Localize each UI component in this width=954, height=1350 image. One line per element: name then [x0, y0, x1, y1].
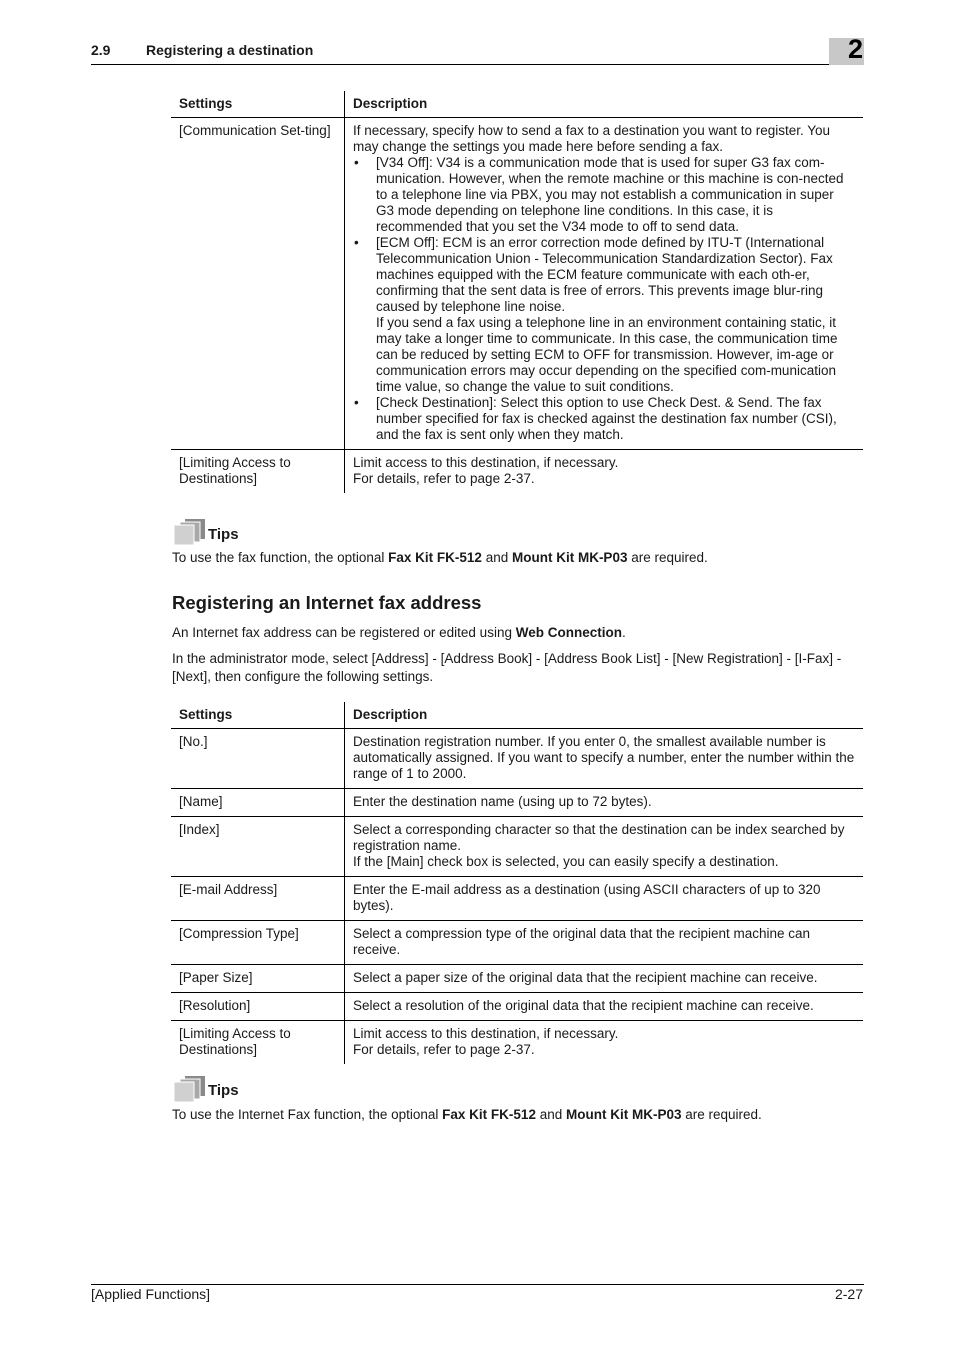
tips-label: Tips [208, 526, 239, 543]
intro-paragraph [172, 624, 626, 642]
fax-kit-name: Fax Kit FK-512 [442, 1107, 536, 1122]
list-item-note: If you send a fax using a telephone line in an environment containing static, it may take a longer time to communicate. In this case, the communication time can be reduced by setting ECM to OFF for transmission. However, im-age or communication errors may occur depending on the specified com-munication time value, so change the value to suit conditions. [376, 315, 838, 394]
description-line: If the [Main] check box is selected, you can easily specify a destination. [353, 854, 779, 869]
description-line: Select a corresponding character so that the destination can be index searched by registration name. [353, 822, 845, 853]
footer-rule [91, 1284, 864, 1285]
internet-fax-settings-table [171, 702, 863, 1064]
list-item: • [V34 Off]: V34 is a communication mode that is used for super G3 fax com-munication. However, when the remote machine or this machine is con-nected to a telephone line via PBX, you may not establish a communication in super G3 mode depending on telephone line conditions. In this case, it is recommended that you set the V34 mode to off to send data. [376, 155, 855, 235]
setting-name: [No.] [171, 729, 345, 789]
tips-label: Tips [208, 1082, 239, 1099]
table-row [171, 877, 863, 921]
bullet-list [353, 155, 855, 443]
footer-manual-title: [Applied Functions] [91, 1286, 211, 1302]
setting-description [345, 1021, 864, 1065]
setting-description: Enter the E-mail address as a destination (using ASCII characters of up to 320 bytes). [345, 877, 864, 921]
setting-name: [Limiting Access to Destinations] [171, 1021, 345, 1065]
paragraph-text: An Internet fax address can be registered or edited using [172, 625, 516, 640]
setting-name: [Name] [171, 789, 345, 817]
column-header-settings: Settings [171, 91, 345, 118]
description-line: Limit access to this destination, if necessary. [353, 1026, 619, 1041]
column-header-settings: Settings [171, 702, 345, 729]
section-title: Registering a destination [146, 42, 314, 58]
chapter-number: 2 [848, 34, 864, 64]
tips-text [172, 549, 708, 567]
column-header-description: Description [345, 91, 864, 118]
table-row [171, 729, 863, 789]
setting-name: [Resolution] [171, 993, 345, 1021]
setting-name: [Compression Type] [171, 921, 345, 965]
tips-icon [173, 518, 206, 546]
web-connection-term: Web Connection [515, 625, 622, 640]
column-header-description: Description [345, 702, 864, 729]
table-row [171, 993, 863, 1021]
fax-kit-name: Fax Kit FK-512 [388, 550, 482, 565]
list-item [376, 235, 855, 395]
description-line: For details, refer to page 2-37. [353, 471, 535, 486]
setting-description: Select a resolution of the original data that the recipient machine can receive. [345, 993, 864, 1021]
tips-text-part: To use the Internet Fax function, the optional [172, 1107, 443, 1122]
tips-text-part: are required. [627, 550, 708, 565]
page-number: 2-27 [834, 1286, 863, 1302]
tips-icon [173, 1075, 206, 1103]
paragraph-text: . [621, 625, 626, 640]
header-rule [91, 64, 864, 65]
setting-name: [Paper Size] [171, 965, 345, 993]
setting-description [345, 118, 864, 450]
description-intro: If necessary, specify how to send a fax to a destination you want to register. You may change the settings you made here before sending a fax. [353, 123, 831, 154]
table-row [171, 118, 863, 450]
setting-description [345, 817, 864, 877]
setting-description [345, 450, 864, 494]
setting-name: [E-mail Address] [171, 877, 345, 921]
mount-kit-name: Mount Kit MK-P03 [565, 1107, 682, 1122]
table-row [171, 789, 863, 817]
table-row [171, 1021, 863, 1065]
list-item: • [Check Destination]: Select this option to use Check Dest. & Send. The fax number specified for fax is checked against the destination fax number (CSI), and the fax is sent only when they match. [376, 395, 855, 443]
setting-description: Destination registration number. If you enter 0, the smallest available number is automatically assigned. If you want to specify a number, enter the number within the range of 1 to 2000. [345, 729, 864, 789]
communication-settings-table [171, 91, 863, 493]
table-row [171, 965, 863, 993]
tips-text-part: and [535, 1107, 566, 1122]
table-row [171, 450, 863, 494]
tips-text-part: To use the fax function, the optional [172, 550, 389, 565]
setting-name: [Index] [171, 817, 345, 877]
section-heading: Registering an Internet fax address [172, 592, 482, 613]
setting-description: Enter the destination name (using up to 72 bytes). [345, 789, 864, 817]
tips-text-part: are required. [681, 1107, 762, 1122]
setting-name: [Limiting Access to Destinations] [171, 450, 345, 494]
table-row [171, 921, 863, 965]
setting-description: Select a compression type of the original data that the recipient machine can receive. [345, 921, 864, 965]
tips-text [172, 1106, 762, 1124]
section-number: 2.9 [91, 42, 111, 58]
table-row [171, 817, 863, 877]
tips-text-part: and [481, 550, 512, 565]
mount-kit-name: Mount Kit MK-P03 [511, 550, 628, 565]
setting-name: [Communication Set-ting] [171, 118, 345, 450]
list-item-text: [ECM Off]: ECM is an error correction mode defined by ITU-T (International Telecommunication Union - Telecommunication Standardization Sector). Fax machines equipped with the ECM feature communicate with each oth-er, confirming that the sent data is free of errors. This prevents image blur-ring caused by telephone line noise. [376, 235, 833, 314]
instruction-paragraph: In the administrator mode, select [Address] - [Address Book] - [Address Book List] - [New Registration] - [I-Fax] - [Next], then configure the following settings. [172, 651, 842, 684]
description-line: For details, refer to page 2-37. [353, 1042, 535, 1057]
description-line: Limit access to this destination, if necessary. [353, 455, 619, 470]
setting-description: Select a paper size of the original data that the recipient machine can receive. [345, 965, 864, 993]
